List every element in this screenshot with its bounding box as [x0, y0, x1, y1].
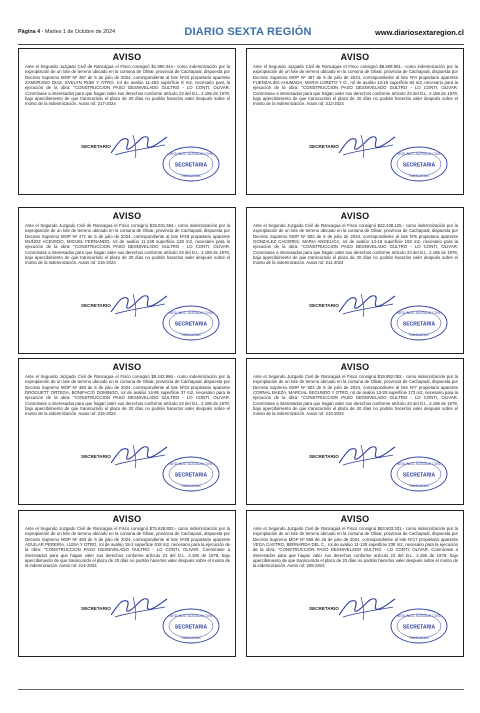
- notice-title: AVISO: [340, 52, 370, 62]
- secretary-label: SECRETARIO: [81, 144, 111, 149]
- notice-title: AVISO: [112, 52, 142, 62]
- signature-icon: [107, 290, 169, 318]
- notice-box: [18, 207, 236, 354]
- notice-box: [246, 510, 464, 657]
- seal-mid-text: SECRETARIA: [402, 321, 436, 328]
- seal-mid-text: SECRETARIA: [174, 162, 208, 169]
- notice-title: AVISO: [112, 514, 142, 524]
- court-seal-icon: [161, 145, 221, 183]
- court-seal-icon: [389, 607, 449, 645]
- notice-body: Ante el Segundo Juzgado Civil de Rancagua el Fisco consignó $22.438.125.- como indemnización por la expropiación de un lote de terreno ubicado en la comuna de Olivar, provincia de Cachapoal, dispuesta por Decreto Supremo MOP Nº 502 de 5 de julio de 2024, correspondiente al lote Nº5 propietario aparente GONZALEZ CACERES, MARIA ANGELICA, rol de avalúo 13-18 superficie 182 m2, necesario para la ejecución de la obra: "CONSTRUCCION PASO DESNIVELADO GULTRO - LO CONTI, OLIVAR. Conmínase a interesados para que hagan valer sus derechos conforme artículo 23 del D.L. 2.186 de 1978, bajo apercibimiento de que transcurrido el plazo de 20 días no podrán hacerlos valer después sobre el monto de la indemnización. Autos rol: 211-2024: [253, 223, 458, 266]
- seal-top-text: SEGUNDO JUZGADO CIVIL: [397, 152, 441, 156]
- court-seal-icon: [389, 304, 449, 342]
- secretary-label: SECRETARIO: [309, 144, 339, 149]
- website-link[interactable]: www.diariosextaregion.cl: [375, 28, 464, 37]
- seal-mid-text: SECRETARIA: [402, 162, 436, 169]
- notice-body: Ante el Segundo Juzgado Civil de Rancagua el Fisco consignó $93.503.331.- como indemnización por la expropiación de un lote de terreno ubicado en la comuna de Olivar, provincia de Cachapoal, dispuesta por Decreto Supremo MOP Nº 556 de 26 de julio de 2024, correspondiente al lote Nº17 propietario aparente VEGA CASTRO, BERNARDA DEL C., rol de avalúo 11-130 superficie 238 m2, necesario para la ejecución de la obra: "CONSTRUCCION PASO DESNIVELADO GULTRO - LO CONTI, OLIVAR. Conmínase a interesados para que hagan valer sus derechos conforme artículo 23 del D.L. 2.186 de 1978, bajo apercibimiento de que transcurrido el plazo de 20 días no podrán hacerlos valer después sobre el monto de la indemnización. Autos rol: 208-2024: [253, 526, 458, 569]
- page-header: [18, 26, 464, 44]
- signature-icon: [335, 131, 397, 159]
- notice-body: Ante el Segundo Juzgado Civil de Rancagua el Fisco consignó $1.990.344.- como indemnización por la expropiación de un lote de terreno ubicado en la comuna de Olivar, provincia de Cachapoal, dispuesta por Decreto Supremo MOP Nº 487 de 5 de julio de 2024, correspondiente al lote Nº22 propietario aparente ZAMORANO DIAZ, EVELYN RUBI Y OTRO, rol de avalúo 11-253 superficie 8 m2, necesario para la ejecución de la obra: "CONSTRUCCION PASO DESNIVELADO GULTRO - LO CONTI, OLIVAR. Conmínase a interesados para que hagan valer sus derechos conforme artículo 23 del D.L. 2.186 de 1978, bajo apercibimiento de que transcurrido el plazo de 20 días no podrán hacerlos valer después sobre el monto de la indemnización. Autos rol: 217-2024: [25, 64, 230, 107]
- page-label: Página 4: [18, 29, 41, 35]
- notice-title: AVISO: [112, 211, 142, 221]
- notice-box: [246, 207, 464, 354]
- notice-body: Ante el Segundo Juzgado Civil de Rancagua el Fisco consignó $19.031.554.- como indemnización por la expropiación de un lote de terreno ubicado en la comuna de Olivar, provincia de Cachapoal, dispuesta por Decreto Supremo MOP Nº 471 de 5 de julio de 2024, correspondiente al lote Nº18 propietario aparente MUÑOZ ACEVEDO, MIGUEL FERNANDO, rol de avalúo 11-248 superficie 128 m2, necesario para la ejecución de la obra: "CONSTRUCCION PASO DESNIVELADO GULTRO - LO CONTI, OLIVAR. Conmínase a interesados para que hagan valer sus derechos conforme artículo 23 del D.L. 2.186 de 1978, bajo apercibimiento de que transcurrido el plazo de 20 días no podrán hacerlos valer después sobre el monto de la indemnización. Autos rol: 216-2024: [25, 223, 230, 266]
- seal-top-text: SEGUNDO JUZGADO CIVIL: [169, 462, 213, 466]
- notice-box: [18, 358, 236, 505]
- signature-icon: [107, 441, 169, 469]
- court-seal-icon: [161, 455, 221, 493]
- seal-bottom-text: RANCAGUA: [181, 174, 201, 178]
- seal-bottom-text: RANCAGUA: [181, 636, 201, 640]
- seal-top-text: SEGUNDO JUZGADO CIVIL: [397, 311, 441, 315]
- seal-top-text: SEGUNDO JUZGADO CIVIL: [169, 311, 213, 315]
- secretary-label: SECRETARIO: [81, 454, 111, 459]
- seal-bottom-text: RANCAGUA: [409, 174, 429, 178]
- seal-bottom-text: RANCAGUA: [181, 484, 201, 488]
- notice-box: [246, 48, 464, 195]
- seal-top-text: SEGUNDO JUZGADO CIVIL: [397, 614, 441, 618]
- seal-bottom-text: RANCAGUA: [409, 484, 429, 488]
- footer-divider: [18, 689, 464, 690]
- seal-top-text: SEGUNDO JUZGADO CIVIL: [397, 462, 441, 466]
- notice-body: Ante el Segundo Juzgado Civil de Rancagua el Fisco consignó $5.442.966.- como indemnización por la expropiación de un lote de terreno ubicado en la comuna de Olivar, provincia de Cachapoal, dispuesta por Decreto Supremo MOP Nº 483 de 5 de julio de 2024, correspondiente al lote Nº24 propietario aparente DROGUETT ORTEGA, BONIFACIO DOMINGO, rol de avalúo 14-95 superficie 37 m2, necesario para la ejecución de la obra: "CONSTRUCCION PASO DESNIVELADO GULTRO - LO CONTI, OLIVAR. Conmínase a interesados para que hagan valer sus derechos conforme artículo 23 del D.L. 2.186 de 1978, bajo apercibimiento de que transcurrido el plazo de 20 días no podrán hacerlos valer después sobre el monto de la indemnización. Autos rol: 215-2024: [25, 374, 230, 417]
- seal-bottom-text: RANCAGUA: [409, 636, 429, 640]
- notice-title: AVISO: [340, 211, 370, 221]
- notice-body: Ante el Segundo Juzgado Civil de Rancagua el Fisco consignó $8.508.851.- como indemnización por la expropiación de un lote de terreno ubicado en la comuna de Olivar, provincia de Cachapoal, dispuesta por Decreto Supremo MOP Nº 487 de 5 de julio de 2024, correspondiente al lote Nº4 propietario aparente FUENZALIDA AHUMADA, MARIA LORETO Y O., rol de avalúo 13-18 superficie 84 m2, necesario para la ejecución de la obra: "CONSTRUCCION PASO DESNIVELADO GULTRO - LO CONTI, OLIVAR. Conmínase a interesados para que hagan valer sus derechos conforme artículo 23 del D.L. 2.186 de 1978, bajo apercibimiento de que transcurrido el plazo de 20 días no podrán hacerlos valer después sobre el monto de la indemnización. Autos rol: 212-2024: [253, 64, 458, 107]
- notice-box: [18, 48, 236, 195]
- secretary-label: SECRETARIO: [309, 454, 339, 459]
- notice-box: [18, 510, 236, 657]
- notice-body: Ante el Segundo Juzgado Civil de Rancagua el Fisco consignó $75.628.803.- como indemnización por la expropiación de un lote de terreno ubicado en la comuna de Olivar, provincia de Cachapoal, dispuesta por Decreto Supremo MOP Nº 493 de 5 de julio de 2024, correspondiente al lote Nº28 propietario aparente AGUILAR PEREIRA, LUISA Y OTRO, rol de avalúo 15-2 superficie 518 m2, necesario para la ejecución de la obra: "CONSTRUCCION PASO DESNIVELADO GULTRO - LO CONTI, OLIVAR. Conmínase a interesados para que hagan valer sus derechos conforme artículo 23 del D.L. 2.186 de 1978, bajo apercibimiento de que transcurrido el plazo de 20 días no podrán hacerlos valer después sobre el monto de la indemnización. Autos rol: 214-2024: [25, 526, 230, 569]
- signature-icon: [335, 441, 397, 469]
- issue-date: - Martes 1 de Octubre de 2024: [40, 29, 116, 35]
- signature-icon: [107, 593, 169, 621]
- secretary-label: SECRETARIO: [81, 303, 111, 308]
- notice-title: AVISO: [340, 514, 370, 524]
- seal-bottom-text: RANCAGUA: [181, 333, 201, 337]
- signature-icon: [107, 131, 169, 159]
- secretary-label: SECRETARIO: [81, 606, 111, 611]
- court-seal-icon: [389, 455, 449, 493]
- seal-mid-text: SECRETARIA: [402, 624, 436, 631]
- secretary-label: SECRETARIO: [309, 303, 339, 308]
- seal-bottom-text: RANCAGUA: [409, 333, 429, 337]
- page-info: [18, 29, 115, 35]
- notice-body: Ante el Segundo Juzgado Civil de Rancagua el Fisco consignó $19.892.062.- como indemnización por la expropiación de un lote de terreno ubicado en la comuna de Olivar, provincia de Cachapoal, dispuesta por Decreto Supremo MOP Nº 502 de 5 de julio de 2024, correspondiente al lote Nº7 propietario aparente CORNAL BAEZA, MARCIAL SEGUNDO Y OTRO, rol de avalúo 13-20 superficie 173 m2, necesario para la ejecución de la obra: "CONSTRUCCION PASO DESNIVELADO GULTRO - LO CONTI, OLIVAR. Conmínase a interesados para que hagan valer sus derechos conforme artículo 23 del D.L. 2.186 de 1978, bajo apercibimiento de que transcurrido el plazo de 20 días no podrán hacerlos valer después sobre el monto de la indemnización. Autos rol: 210-2024: [253, 374, 458, 417]
- seal-mid-text: SECRETARIA: [174, 472, 208, 479]
- court-seal-icon: [161, 304, 221, 342]
- newspaper-title: DIARIO SEXTA REGIÓN: [184, 26, 312, 38]
- notice-box: [246, 358, 464, 505]
- notice-title: AVISO: [340, 362, 370, 372]
- seal-mid-text: SECRETARIA: [174, 321, 208, 328]
- signature-icon: [335, 593, 397, 621]
- court-seal-icon: [161, 607, 221, 645]
- notice-title: AVISO: [112, 362, 142, 372]
- signature-icon: [335, 290, 397, 318]
- secretary-label: SECRETARIO: [309, 606, 339, 611]
- seal-top-text: SEGUNDO JUZGADO CIVIL: [169, 152, 213, 156]
- seal-mid-text: SECRETARIA: [402, 472, 436, 479]
- seal-mid-text: SECRETARIA: [174, 624, 208, 631]
- header-divider: [18, 44, 464, 45]
- court-seal-icon: [389, 145, 449, 183]
- seal-top-text: SEGUNDO JUZGADO CIVIL: [169, 614, 213, 618]
